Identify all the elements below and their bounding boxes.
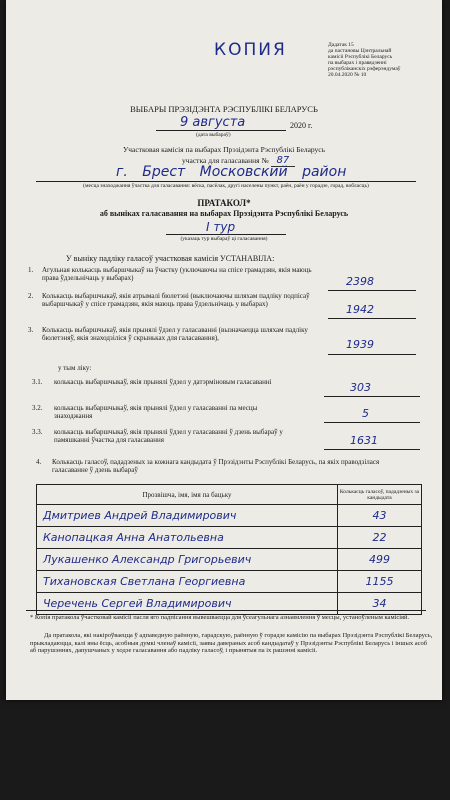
subitem-3-3 <box>32 428 442 456</box>
table-row <box>37 505 422 527</box>
candidate-name: Дмитриев Андрей Владимирович <box>37 505 338 527</box>
table-row <box>37 571 422 593</box>
item-value: 1631 <box>350 434 378 447</box>
item-2 <box>28 292 438 322</box>
annex-line: рэспубліканскіх рэферэндумаў <box>328 66 401 72</box>
item-value: 2398 <box>346 275 374 288</box>
annex-line: камісіі Рэспублікі Беларусь <box>328 54 393 60</box>
location-caption: (месца знаходжання ўчастка для галасавання: вёска, пасёлак, другі населены пункт, раён, раён у горадзе, горад, вобласць) <box>83 183 369 189</box>
item-value: 303 <box>350 381 371 394</box>
annex-line: да пастановы Цэнтральнай <box>328 48 392 54</box>
item-num: 3.2. <box>32 404 43 412</box>
candidate-name: Тихановская Светлана Георгиевна <box>37 571 338 593</box>
subitem-3-1 <box>32 378 442 402</box>
item-value: 1939 <box>346 338 374 351</box>
footnote-2: Да пратакола, які накіроўваецца ў адпаведную раённую, гарадскую, раённую ў горадзе камісію па выбарах Прэзідэнта Рэспублікі Беларусь, прыкладаюцца, калі яны ёсць, асобныя думкі членаў камісіі, заявы давераных асоб кандыдатаў у Прэзідэнты Рэспублікі Беларусь і іншых асоб аб парушэннях, дапушчаных у ходзе галасавання або падліку галасоў, і прынятыя па іх рашэнні камісіі. <box>30 632 433 654</box>
including-label: у тым ліку: <box>58 364 92 372</box>
item-text: Агульная колькасць выбаршчыкаў на ўчастку (уключаючы на спісе грамадзян, якія маюць права ўдзельнічаць у выбарах) <box>42 266 312 282</box>
candidates-table <box>36 484 422 615</box>
candidate-votes: 43 <box>338 505 422 527</box>
subitem-3-2 <box>32 404 442 428</box>
date-year: 2020 г. <box>290 121 313 130</box>
round-caption: (указаць тур выбараў ці галасавання) <box>180 236 268 242</box>
item-num: 3.1. <box>32 378 43 386</box>
item-num: 3. <box>28 326 34 334</box>
protocol-title: ПРАТАКОЛ* <box>197 198 251 208</box>
table-row <box>37 549 422 571</box>
commission-label: участка для галасавання № <box>182 156 269 165</box>
candidate-name: Черечень Сергей Владимирович <box>37 593 338 615</box>
item-3 <box>28 326 438 358</box>
table-header-votes: Колькасць галасоў, пададзеных за кандыдата <box>338 485 422 505</box>
item-num: 3.3. <box>32 428 43 436</box>
annex-line: па выбарах і правядзенні <box>328 60 387 66</box>
round-value: I тур <box>206 220 236 234</box>
item-text: Колькасць выбаршчыкаў, якія прынялі ўдзел у галасаванні (вызначаецца шляхам падліку бюлетэняў, якія знаходзіліся ў скрыньках для галасавання), <box>42 326 308 342</box>
item-text: колькасць выбаршчыкаў, якія прынялі ўдзел у датэрміновым галасаванні <box>54 378 272 386</box>
protocol-sheet <box>6 0 442 700</box>
date-line <box>156 115 356 132</box>
intro: У выніку падліку галасоў участковая камісія УСТАНАВІЛА: <box>66 254 275 263</box>
item-text: Колькасць выбаршчыкаў, якія атрымалі бюлетэні (выключаючы шляхам падліку подпісаў выбаршчыкаў у спісе грамадзян, якія маюць права ўдзельнічаць у выбарах) <box>42 292 310 308</box>
item-num: 1. <box>28 266 34 274</box>
candidate-votes: 499 <box>338 549 422 571</box>
copy-stamp: КОПИЯ <box>214 40 287 60</box>
item-value: 1942 <box>346 303 374 316</box>
candidate-votes: 34 <box>338 593 422 615</box>
item-num: 4. <box>36 458 42 466</box>
annex-note <box>328 42 440 78</box>
date-value: 9 августа <box>180 115 246 130</box>
table-header-name: Прозвішча, імя, імя па бацьку <box>37 485 338 505</box>
election-title: ВЫБАРЫ ПРЭЗІДЭНТА РЭСПУБЛІКІ БЕЛАРУСЬ <box>130 104 318 114</box>
item-text: Колькасць галасоў, пададзеных за кожнага кандыдата ў Прэзідэнты Рэспублікі Беларусь, па якіх праводзілася галасаванне ў дзень выбараў <box>52 458 380 474</box>
protocol-subtitle: аб выніках галасавання на выбарах Прэзідэнта Рэспублікі Беларусь <box>99 209 349 218</box>
item-value: 5 <box>362 407 369 420</box>
annex-line: 20.04.2020 № 10 <box>328 72 367 78</box>
location-value: г. Брест Московский район <box>116 164 347 180</box>
item-num: 2. <box>28 292 34 300</box>
candidate-name: Канопацкая Анна Анатольевна <box>37 527 338 549</box>
item-1 <box>28 266 438 290</box>
item-text: колькасць выбаршчыкаў, якія прынялі ўдзел у галасаванні па месцы знаходжання <box>54 404 258 420</box>
commission-line1: Участковая камісія па выбарах Прэзідэнта Рэспублікі Беларусь <box>122 145 326 154</box>
footnote-1: * Копія пратакола ўчастковай камісіі пасля яго падпісання вывешваецца для ўсеагульнага азнаямлення ў месцы, устаноўленым камісіяй. <box>30 614 410 621</box>
table-row <box>37 593 422 615</box>
precinct-number: 87 <box>271 155 296 167</box>
candidate-votes: 1155 <box>338 571 422 593</box>
candidate-name: Лукашенко Александр Григорьевич <box>37 549 338 571</box>
candidate-votes: 22 <box>338 527 422 549</box>
table-row <box>37 527 422 549</box>
item-text: колькасць выбаршчыкаў, якія прынялі ўдзел у галасаванні ў дзень выбараў у памяшканні ўчастка для галасавання <box>54 428 283 444</box>
date-caption: (дата выбараў) <box>196 132 231 138</box>
annex-line: Дадатак 15 <box>328 42 354 48</box>
